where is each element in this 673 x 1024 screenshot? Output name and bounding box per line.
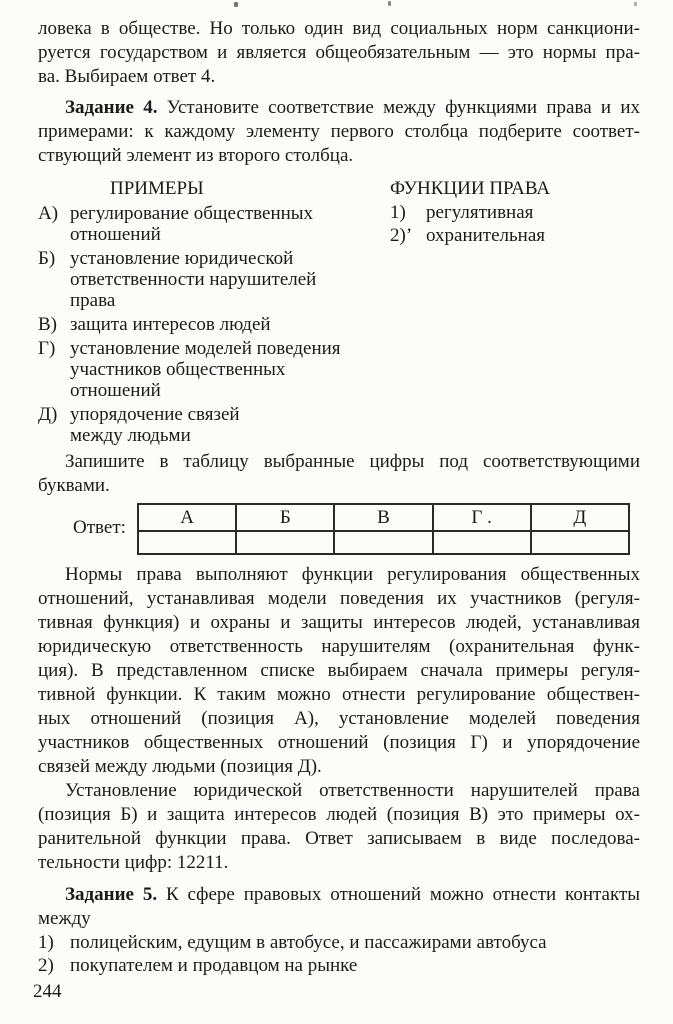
option-item — [38, 954, 640, 977]
list-item — [390, 224, 550, 247]
option-item — [38, 931, 640, 954]
text-line: участников общественных отношений (позиция Г) и упорядочение — [38, 732, 640, 753]
option-marker: 2) — [38, 955, 54, 976]
task5-label: Задание 5. — [65, 884, 158, 905]
option-text: покупателем и продавцом на рынке — [70, 955, 358, 976]
scan-speck — [634, 2, 637, 6]
left-column-header: ПРИМЕРЫ — [110, 178, 204, 199]
option-text: полицейским, едущим в автобусе, и пассажирами автобуса — [70, 932, 547, 953]
answer-table-header-cell: Б — [236, 504, 334, 531]
paragraph-write-note — [38, 450, 640, 498]
text-line: (позиция Б) и защита интересов людей (позиция В) это примеры ох- — [38, 804, 640, 825]
paragraph-task4 — [38, 96, 640, 168]
text-line: ловека в обществе. Но только один вид социальных норм санкциони- — [38, 18, 640, 39]
text-line: связей между людьми (позиция Д). — [38, 756, 322, 777]
list-item — [38, 404, 374, 446]
task4-label: Задание 4. — [65, 97, 158, 118]
task5-options — [38, 931, 640, 977]
task4-line1-rest: Установите соответствие между функциями права и их — [166, 97, 641, 118]
list-item — [390, 201, 550, 224]
answer-cell — [433, 531, 531, 554]
answer-table-header-row — [138, 504, 629, 531]
item-marker: Г) — [38, 338, 56, 359]
item-text: охранительная — [426, 225, 546, 246]
scan-speck — [388, 1, 391, 6]
paragraph-explanation-2 — [38, 779, 640, 875]
text-line: юридическую ответственность нарушителям (охранительная функ- — [38, 636, 640, 657]
text-line: ных отношений (позиция А), установление моделей поведения — [38, 708, 640, 729]
answer-table-header-cell: А — [138, 504, 236, 531]
list-item — [38, 203, 374, 245]
list-item — [38, 338, 374, 401]
text-line: Установление юридической ответственности нарушителей права — [65, 780, 640, 801]
answer-table-value-row — [138, 531, 629, 554]
text-line: тивная функция) и охраны и защиты интересов людей, устанавливая — [38, 612, 640, 633]
item-marker: 2)’ — [390, 225, 413, 246]
answer-table-header-cell: В — [334, 504, 432, 531]
item-text: упорядочение связей между людьми — [70, 404, 240, 446]
item-text: установление юридической ответственности нарушителей права — [70, 248, 317, 311]
item-marker: А) — [38, 203, 59, 224]
text-line: ва. Выбираем ответ 4. — [38, 66, 216, 87]
list-item — [38, 248, 374, 311]
page-number: 244 — [33, 981, 62, 1002]
text-line: тивной функции. К таким можно отнести регулирование обществен- — [38, 684, 640, 705]
item-marker: Б) — [38, 248, 56, 269]
paragraph-explanation-1 — [38, 563, 640, 779]
answer-table — [137, 503, 630, 555]
text-line: примерами: к каждому элементу первого столбца подберите соответ- — [38, 121, 640, 142]
list-item — [38, 314, 374, 335]
item-text: регулирование общественных отношений — [70, 203, 314, 245]
answer-label: Ответ: — [73, 517, 126, 538]
item-marker: Д) — [38, 404, 58, 425]
item-text: установление моделей поведения участников общественных отношений — [70, 338, 341, 401]
examples-list — [38, 203, 374, 446]
functions-column — [390, 177, 550, 247]
answer-table-header-cell: Г . — [433, 504, 531, 531]
matching-section — [38, 177, 640, 447]
text-line: Запишите в таблицу выбранные цифры под соответствующими — [65, 451, 640, 472]
text-line: отношений, устанавливая модели поведения их участников (регуля- — [38, 588, 640, 609]
text-line: буквами. — [38, 475, 110, 496]
item-text: регулятивная — [426, 202, 534, 223]
text-line: ствующий элемент из второго столбца. — [38, 145, 354, 166]
scan-speck — [234, 2, 238, 7]
answer-cell — [531, 531, 629, 554]
text-line — [38, 96, 640, 120]
answer-cell — [334, 531, 432, 554]
option-marker: 1) — [38, 932, 54, 953]
answer-table-header-cell: Д — [531, 504, 629, 531]
text-line: ция). В представленном списке выбираем сначала примеры регуля- — [38, 660, 640, 681]
text-line: руется государством и является общеобязательным — это нормы пра- — [38, 42, 640, 63]
text-line — [38, 883, 640, 907]
paragraph-task5 — [38, 883, 640, 931]
answer-cell — [138, 531, 236, 554]
answer-cell — [236, 531, 334, 554]
item-marker: В) — [38, 314, 57, 335]
answer-row — [38, 503, 640, 555]
text-line: между — [38, 908, 91, 929]
text-line: ранительной функции права. Ответ записываем в виде последова- — [38, 828, 640, 849]
item-marker: 1) — [390, 202, 406, 223]
right-column-header: ФУНКЦИИ ПРАВА — [390, 178, 551, 199]
text-line: тельности цифр: 12211. — [38, 852, 229, 873]
task5-line1-rest: К сфере правовых отношений можно отнести контакты — [165, 884, 641, 905]
text-line: Нормы права выполняют функции регулирования общественных — [65, 564, 640, 585]
paragraph-answer-explanation-task3 — [38, 17, 640, 89]
item-text: защита интересов людей — [70, 314, 271, 335]
